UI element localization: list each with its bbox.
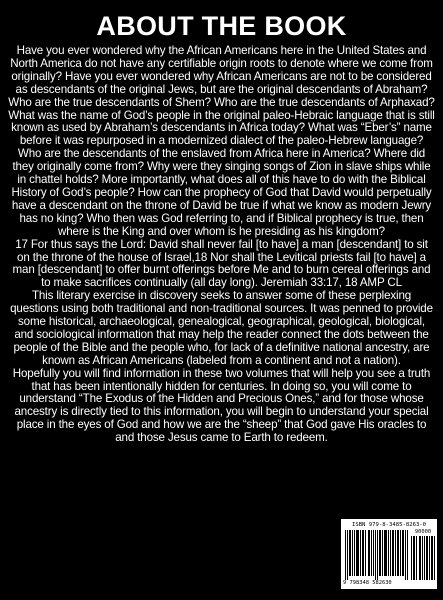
description-paragraph-enslaved: Who are the descendants of the enslaved from Africa here in America? Where did they originally come from? Why were they singing songs of Zion in slave ships while in chattel holds? More importantly, what does all of this have to do with the Biblical History of God’s people? How can the prophecy of God that David would perpetually have a descendant on the throne of David be true if what we know as modern Jewry has no king? Who then was God referring to, and if Biblical prophecy is true, then where is the King and over whom is he presiding as his kingdom? [11, 147, 432, 238]
scripture-quote: 17 For thus says the Lord: David shall never fail [to have] a man [descendant] to sit on the throne of the house of Israel,18 Nor shall the Levitical priests fail [to have] a man [descendant] to offer burnt offerings before Me and to burn cereal offerings and to make sacrifices continually (all day long). Jeremiah 33:17, 18 AMP CL [12, 237, 431, 290]
description-paragraph-hopefully: Hopefully you will find information in these two volumes that will help you see a truth that has been intentionally hidden for centuries. In doing so, you will come to understand “The Exodus of the Hidden and Precious Ones,” and for those whose ancestry is directly tied to this information, you will begin to understand your special place in the eyes of God and how we are the “sheep” that God gave His oracles to and those Jesus came to Earth to redeem. [12, 366, 431, 445]
description-paragraph-shem: Who are the true descendants of Shem? Who are the true descendants of Arphaxad? What was the name of God’s people in the original paleo-Hebraic language that is still known as used by Abraham’s descendants in Africa today? What was “Eber’s” name before it was repurposed in a modernized dialect of the paleo-Hebrew language? [8, 95, 435, 148]
barcode-digits: 9 798348 582630 [343, 580, 392, 586]
description-paragraph-literary-exercise: This literary exercise in discovery seeks to answer some of these perplexing questions using both traditional and non-traditional sources. It was penned to provide some historical, archaeological, genealogical, geographical, geological, biological, and sociological information that may help the reader connect the dots between the people of the Bible and the people who, for lack of a definitive national ancestry, are known as African Americans (labeled from a continent and not a nation). [10, 289, 433, 367]
book-description [8, 45, 435, 445]
description-paragraph-origins: Have you ever wondered why the African Americans here in the United States and North America do not have any certifiable origin roots to denote where we come from originally? Have you ever wondered why African Americans are not to be considered as descendants of the original Jews, but are the original descendants of Abraham? [10, 44, 433, 96]
isbn-barcode [341, 519, 437, 589]
barcode-bars-icon [345, 530, 409, 580]
book-section-title: ABOUT THE BOOK [96, 11, 347, 41]
isbn-label: ISBN 979-8-3485-8263-0 [351, 522, 427, 528]
barcode-addon-bars-icon [411, 536, 435, 580]
barcode-addon-digits: 90000 [414, 529, 432, 535]
